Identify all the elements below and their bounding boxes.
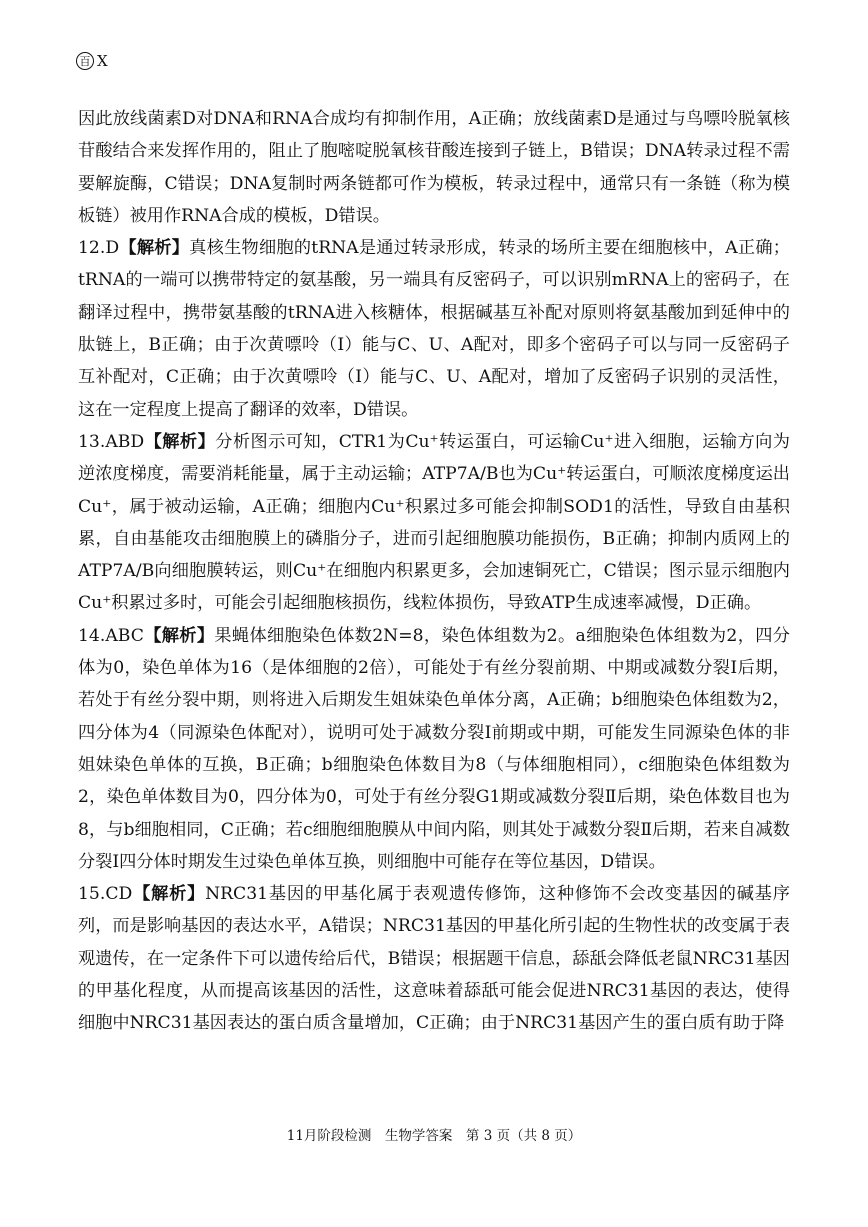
logo: [76, 50, 108, 72]
answer-text: 果蝇体细胞染色体数2N=8，染色体组数为2。a细胞染色体组数为2，四分体为0，染色单体为16（是体细胞的2倍），可能处于有丝分裂前期、中期或减数分裂Ⅰ后期，若处于有丝分裂中期，则将进入后期发生姐妹染色单体分离，A正确；b细胞染色体组数为2，四分体为4（同源染色体配对），说明可处于减数分裂Ⅰ前期或中期，可能发生同源染色体的非姐妹染色单体的互换，B正确；b细胞染色体数目为8（与体细胞相同），c细胞染色体组数为2，染色单体数目为0，四分体为0，可处于有丝分裂G1期或减数分裂Ⅱ后期，染色体数目也为8，与b细胞相同，C正确；若c细胞细胞膜从中间内陷，则其处于减数分裂Ⅱ后期，若来自减数分裂Ⅰ四分体时期发生过染色单体互换，则细胞中可能存在等位基因，D错误。: [78, 625, 790, 872]
answer-15: [78, 878, 790, 1039]
answer-14: [78, 620, 790, 878]
question-number: 13.ABD: [78, 431, 145, 452]
analysis-tag: 【解析】: [119, 238, 190, 259]
page-footer: 11月阶段检测 生物学答案 第 3 页（共 8 页）: [286, 1128, 582, 1144]
question-number: 15.CD: [78, 884, 133, 905]
analysis-tag: 【解析】: [144, 431, 216, 452]
analysis-tag: 【解析】: [143, 625, 215, 646]
question-number: 14.ABC: [78, 625, 144, 646]
logo-circle-icon: 百: [76, 52, 94, 70]
logo-letter: X: [97, 52, 108, 70]
answer-12: [78, 232, 790, 426]
question-number: 12.D: [78, 238, 120, 259]
paragraph-continuation: 因此放线菌素D对DNA和RNA合成均有抑制作用，A正确；放线菌素D是通过与鸟嘌呤脱氧核苷酸结合来发挥作用的，阻止了胞嘧啶脱氧核苷酸连接到子链上，B错误；DNA转录过程不需要解旋酶，C错误；DNA复制时两条链都可作为模板，转录过程中，通常只有一条链（称为模板链）被用作RNA合成的模板，D错误。: [78, 109, 790, 226]
answer-13: [78, 426, 790, 620]
answer-text: NRC31基因的甲基化属于表观遗传修饰，这种修饰不会改变基因的碱基序列，而是影响基因的表达水平，A错误；NRC31基因的甲基化所引起的生物性状的改变属于表观遗传，在一定条件下可以遗传给后代，B错误；根据题干信息，舔舐会降低老鼠NRC31基因的甲基化程度，从而提高该基因的活性，这意味着舔舐可能会促进NRC31基因的表达，使得细胞中NRC31基因表达的蛋白质含量增加，C正确；由于NRC31基因产生的蛋白质有助于降: [78, 884, 790, 1034]
analysis-tag: 【解析】: [132, 884, 206, 905]
answer-text: 真核生物细胞的tRNA是通过转录形成，转录的场所主要在细胞核中，A正确；tRNA的一端可以携带特定的氨基酸，另一端具有反密码子，可以识别mRNA上的密码子，在翻译过程中，携带氨基酸的tRNA进入核糖体，根据碱基互补配对原则将氨基酸加到延伸中的肽链上，B正确；由于次黄嘌呤（I）能与C、U、A配对，即多个密码子可以与同一反密码子互补配对，C正确；由于次黄嘌呤（I）能与C、U、A配对，增加了反密码子识别的灵活性，这在一定程度上提高了翻译的效率，D错误。: [78, 238, 790, 420]
answer-text: 分析图示可知，CTR1为Cu⁺转运蛋白，可运输Cu⁺进入细胞，运输方向为逆浓度梯度，需要消耗能量，属于主动运输；ATP7A/B也为Cu⁺转运蛋白，可顺浓度梯度运出Cu⁺，属于被动运输，A正确；细胞内Cu⁺积累过多可能会抑制SOD1的活性，导致自由基积累，自由基能攻击细胞膜上的磷脂分子，进而引起细胞膜功能损伤，B正确；抑制内质网上的ATP7A/B向细胞膜转运，则Cu⁺在细胞内积累更多，会加速铜死亡，C错误；图示显示细胞内Cu⁺积累过多时，可能会引起细胞核损伤，线粒体损伤，导致ATP生成速率减慢，D正确。: [78, 431, 790, 614]
answer-content: [78, 103, 790, 1040]
